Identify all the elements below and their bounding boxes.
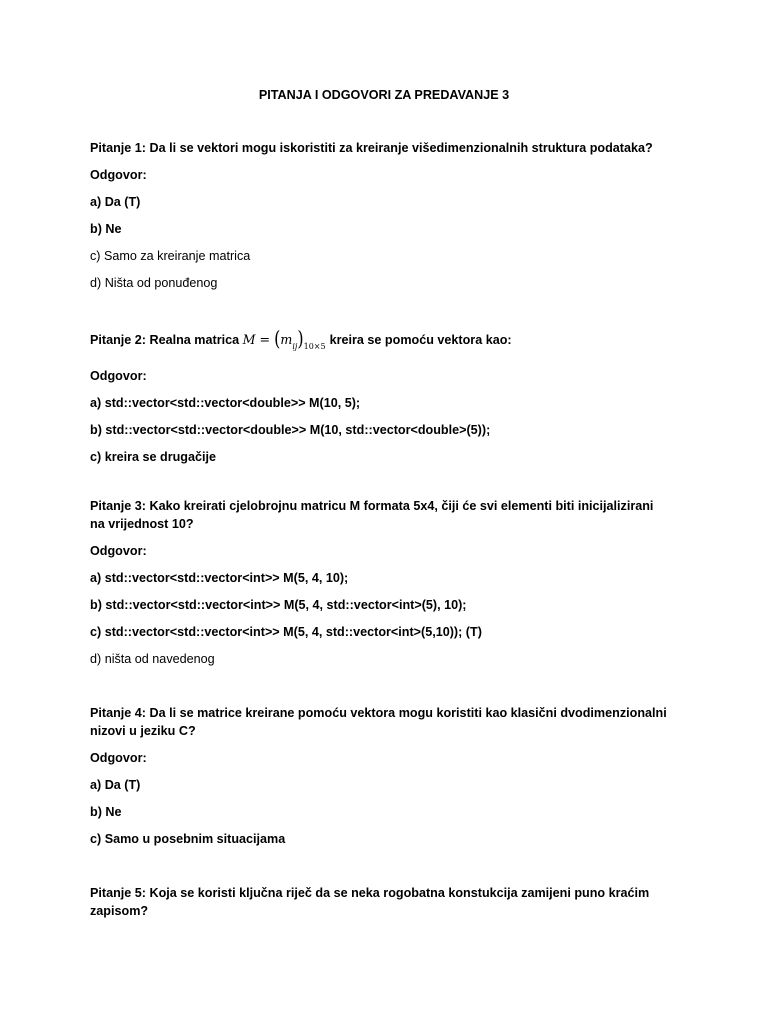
matrix-var: M — [242, 332, 256, 347]
answer-label: Odgovor: — [90, 369, 147, 383]
matrix-eq: = — [259, 332, 271, 347]
question-4 — [90, 704, 690, 848]
question-1-option-b: b) Ne — [90, 222, 122, 236]
question-4-label: Pitanje 4: — [90, 706, 146, 720]
answer-label: Odgovor: — [90, 544, 147, 558]
question-5-label: Pitanje 5: — [90, 886, 146, 900]
question-4-option-c: c) Samo u posebnim situacijama — [90, 832, 286, 846]
open-paren-icon: ( — [274, 326, 281, 351]
question-4-option-a: a) Da (T) — [90, 778, 141, 792]
close-paren-icon: ) — [297, 326, 304, 351]
question-4-option-b: b) Ne — [90, 805, 122, 819]
question-3 — [90, 497, 690, 668]
question-4-body: Da li se matrice kreirane pomoću vektora mogu koristiti kao klasični dvodimenzionalni nizovi u jeziku C? — [90, 706, 667, 738]
question-5-text — [90, 884, 650, 920]
matrix-element: m — [280, 332, 293, 347]
question-2-body-after: kreira se pomoću vektora kao: — [329, 333, 512, 347]
question-1-option-d: d) Ništa od ponuđenog — [90, 276, 218, 290]
question-1-label: Pitanje 1: — [90, 141, 146, 155]
question-3-body: Kako kreirati cjelobrojnu matricu M formata 5x4, čiji će svi elementi biti inicijalizirani na vrijednost 10? — [90, 499, 654, 531]
question-1-option-c: c) Samo za kreiranje matrica — [90, 249, 251, 263]
question-5 — [90, 884, 690, 920]
question-3-label: Pitanje 3: — [90, 499, 146, 513]
matrix-element-sub: ij — [292, 342, 298, 351]
question-2 — [90, 326, 690, 466]
answer-label: Odgovor: — [90, 751, 147, 765]
question-2-option-a: a) std::vector<std::vector<double>> M(10, 5); — [90, 396, 361, 410]
question-3-option-a: a) std::vector<std::vector<int>> M(5, 4, 10); — [90, 571, 349, 585]
question-3-option-c: c) std::vector<std::vector<int>> M(5, 4, std::vector<int>(5,10)); (T) — [90, 625, 482, 639]
question-2-body-before: Realna matrica — [149, 333, 240, 347]
question-2-text — [90, 326, 690, 356]
answer-label: Odgovor: — [90, 168, 147, 182]
question-3-option-b: b) std::vector<std::vector<int>> M(5, 4, std::vector<int>(5), 10); — [90, 598, 467, 612]
question-1-body: Da li se vektori mogu iskoristiti za kreiranje višedimenzionalnih struktura podataka? — [149, 141, 653, 155]
question-2-option-c: c) kreira se drugačije — [90, 450, 217, 464]
question-3-text — [90, 497, 670, 533]
document-title: PITANJA I ODGOVORI ZA PREDAVANJE 3 — [258, 88, 510, 102]
question-1 — [90, 139, 690, 292]
question-5-body: Koja se koristi ključna riječ da se neka rogobatna konstukcija zamijeni puno kraćim zapisom? — [90, 886, 650, 918]
matrix-dims: 10×5 — [303, 342, 326, 351]
question-1-text — [90, 139, 690, 157]
question-3-option-d: d) ništa od navedenog — [90, 652, 215, 666]
question-2-label: Pitanje 2: — [90, 333, 146, 347]
question-1-option-a: a) Da (T) — [90, 195, 141, 209]
matrix-formula — [242, 326, 330, 351]
question-4-text — [90, 704, 670, 740]
question-2-option-b: b) std::vector<std::vector<double>> M(10, std::vector<double>(5)); — [90, 423, 491, 437]
